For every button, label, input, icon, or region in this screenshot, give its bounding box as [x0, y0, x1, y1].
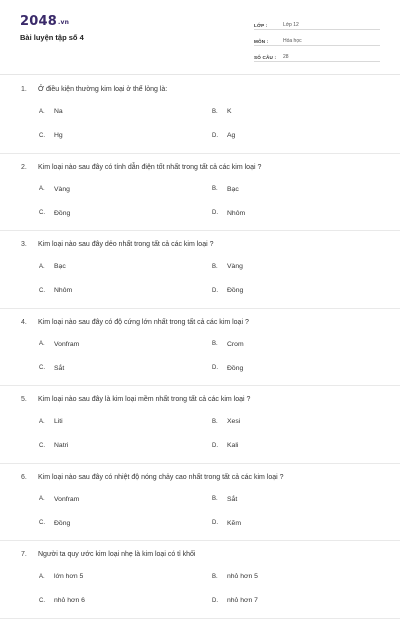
option-b[interactable] [212, 108, 232, 115]
meta-key: SỐ CÂU : [254, 55, 277, 60]
option-text: Đồng [227, 364, 244, 372]
option-letter: A. [39, 341, 45, 347]
question-stem [21, 164, 382, 171]
option-a[interactable] [39, 186, 70, 193]
option-letter: B. [212, 186, 218, 192]
option-text: Liti [54, 418, 63, 425]
option-text: nhỏ hơn 6 [54, 597, 85, 604]
option-text: lớn hơn 5 [54, 573, 84, 580]
option-letter: D. [212, 520, 218, 526]
option-text: Bạc [227, 185, 239, 193]
meta-value: Lớp 12 [283, 22, 299, 28]
option-b[interactable] [212, 418, 240, 425]
option-b[interactable] [212, 186, 239, 193]
option-letter: C. [39, 520, 45, 526]
option-letter: C. [39, 365, 45, 371]
option-d[interactable] [212, 442, 238, 449]
option-b[interactable] [212, 263, 243, 270]
option-text: Nhôm [227, 209, 246, 217]
question-text: Kim loại nào sau đây có độ cứng lớn nhất trong tất cả các kim loại ? [38, 318, 249, 326]
question-text: Kim loại nào sau đây có tính dẫn điện tốt nhất trong tất cả các kim loại ? [38, 163, 262, 171]
question-number: 5. [21, 396, 27, 403]
option-letter: D. [212, 132, 218, 139]
option-c[interactable] [39, 287, 72, 294]
option-text: Vàng [54, 185, 70, 193]
question-number: 7. [21, 551, 27, 558]
option-letter: A. [39, 418, 45, 425]
option-text: nhỏ hơn 7 [227, 597, 258, 604]
logo-suffix: .vn [57, 19, 70, 26]
option-text: Vonfram [54, 495, 80, 503]
option-letter: C. [39, 287, 45, 294]
meta-row-subject [254, 31, 380, 46]
question-stem [21, 86, 382, 93]
meta-key: MÔN : [254, 39, 269, 44]
meta-row-class [254, 15, 380, 30]
option-letter: B. [212, 108, 218, 115]
worksheet-meta [254, 15, 380, 63]
option-letter: D. [212, 210, 218, 216]
meta-value: 28 [283, 54, 289, 60]
question-stem [21, 241, 382, 248]
question-stem [21, 551, 382, 558]
option-d[interactable] [212, 132, 235, 139]
option-a[interactable] [39, 496, 79, 503]
option-b[interactable] [212, 341, 244, 348]
option-c[interactable] [39, 597, 85, 604]
question-number: 4. [21, 318, 27, 326]
option-c[interactable] [39, 520, 70, 527]
option-letter: B. [212, 496, 218, 502]
option-a[interactable] [39, 108, 63, 115]
question-text: Ở điều kiện thường kim loại ở thể lỏng là: [38, 86, 168, 93]
option-c[interactable] [39, 210, 70, 217]
option-b[interactable] [212, 496, 237, 503]
option-text: Bạc [54, 263, 66, 270]
option-letter: D. [212, 442, 218, 449]
option-d[interactable] [212, 210, 245, 217]
meta-key: LỚP : [254, 23, 268, 28]
question-item [0, 386, 400, 464]
question-number: 2. [21, 163, 27, 171]
option-text: Vàng [227, 263, 243, 270]
option-c[interactable] [39, 365, 64, 372]
option-letter: B. [212, 341, 218, 347]
option-letter: A. [39, 573, 45, 580]
option-d[interactable] [212, 597, 258, 604]
question-item [0, 76, 400, 154]
option-d[interactable] [212, 365, 243, 372]
option-a[interactable] [39, 263, 66, 270]
option-d[interactable] [212, 520, 241, 527]
option-text: Kẽm [227, 519, 241, 527]
option-c[interactable] [39, 132, 63, 139]
question-item [0, 154, 400, 232]
option-text: Đồng [54, 209, 71, 217]
question-item [0, 309, 400, 387]
option-a[interactable] [39, 573, 83, 580]
option-text: Crom [227, 340, 244, 348]
option-text: Xesi [227, 418, 241, 425]
option-letter: B. [212, 418, 218, 425]
option-text: Na [54, 108, 63, 115]
question-text: Kim loại nào sau đây có nhiệt độ nóng chảy cao nhất trong tất cả các kim loại ? [38, 473, 284, 481]
question-item [0, 541, 400, 619]
option-letter: D. [212, 597, 218, 604]
option-letter: C. [39, 210, 45, 216]
question-number: 3. [21, 241, 27, 248]
option-text: Đồng [54, 519, 71, 527]
question-stem [21, 396, 382, 403]
header-divider [0, 74, 400, 75]
option-text: nhỏ hơn 5 [227, 573, 258, 580]
question-number: 6. [21, 473, 27, 481]
option-text: Nhôm [54, 287, 73, 294]
option-letter: A. [39, 186, 45, 192]
option-text: Vonfram [54, 340, 80, 348]
question-stem [21, 319, 382, 326]
site-logo[interactable] [20, 14, 69, 29]
option-letter: D. [212, 365, 218, 371]
option-letter: B. [212, 573, 218, 580]
option-b[interactable] [212, 573, 258, 580]
logo-main: 2048 [20, 14, 57, 29]
option-a[interactable] [39, 341, 79, 348]
question-item [0, 464, 400, 542]
question-text: Người ta quy ước kim loại nhẹ là kim loại có tỉ khối [38, 551, 196, 558]
option-a[interactable] [39, 418, 63, 425]
worksheet-title: Bài luyện tập số 4 [20, 33, 84, 42]
option-letter: C. [39, 132, 45, 139]
option-letter: D. [212, 287, 218, 294]
option-letter: C. [39, 597, 45, 604]
option-letter: C. [39, 442, 45, 449]
option-text: Sắt [227, 495, 238, 503]
option-text: Natri [54, 442, 69, 449]
question-text: Kim loại nào sau đây là kim loại mềm nhất trong tất cả các kim loại ? [38, 396, 251, 403]
option-letter: A. [39, 108, 45, 115]
option-c[interactable] [39, 442, 68, 449]
option-letter: B. [212, 263, 218, 270]
question-text: Kim loại nào sau đây dẻo nhất trong tất cả các kim loại ? [38, 241, 214, 248]
option-text: Kali [227, 442, 239, 449]
question-list [0, 76, 400, 619]
question-item [0, 231, 400, 309]
option-text: Sắt [54, 364, 65, 372]
worksheet-header [0, 0, 400, 70]
option-d[interactable] [212, 287, 243, 294]
option-text: Hg [54, 132, 63, 139]
meta-row-count [254, 47, 380, 62]
option-letter: A. [39, 496, 45, 502]
question-number: 1. [21, 86, 27, 93]
option-letter: A. [39, 263, 45, 270]
meta-value: Hóa học [283, 38, 302, 44]
option-text: K [227, 108, 232, 115]
option-text: Đồng [227, 287, 244, 294]
question-stem [21, 474, 382, 481]
option-text: Ag [227, 132, 236, 139]
